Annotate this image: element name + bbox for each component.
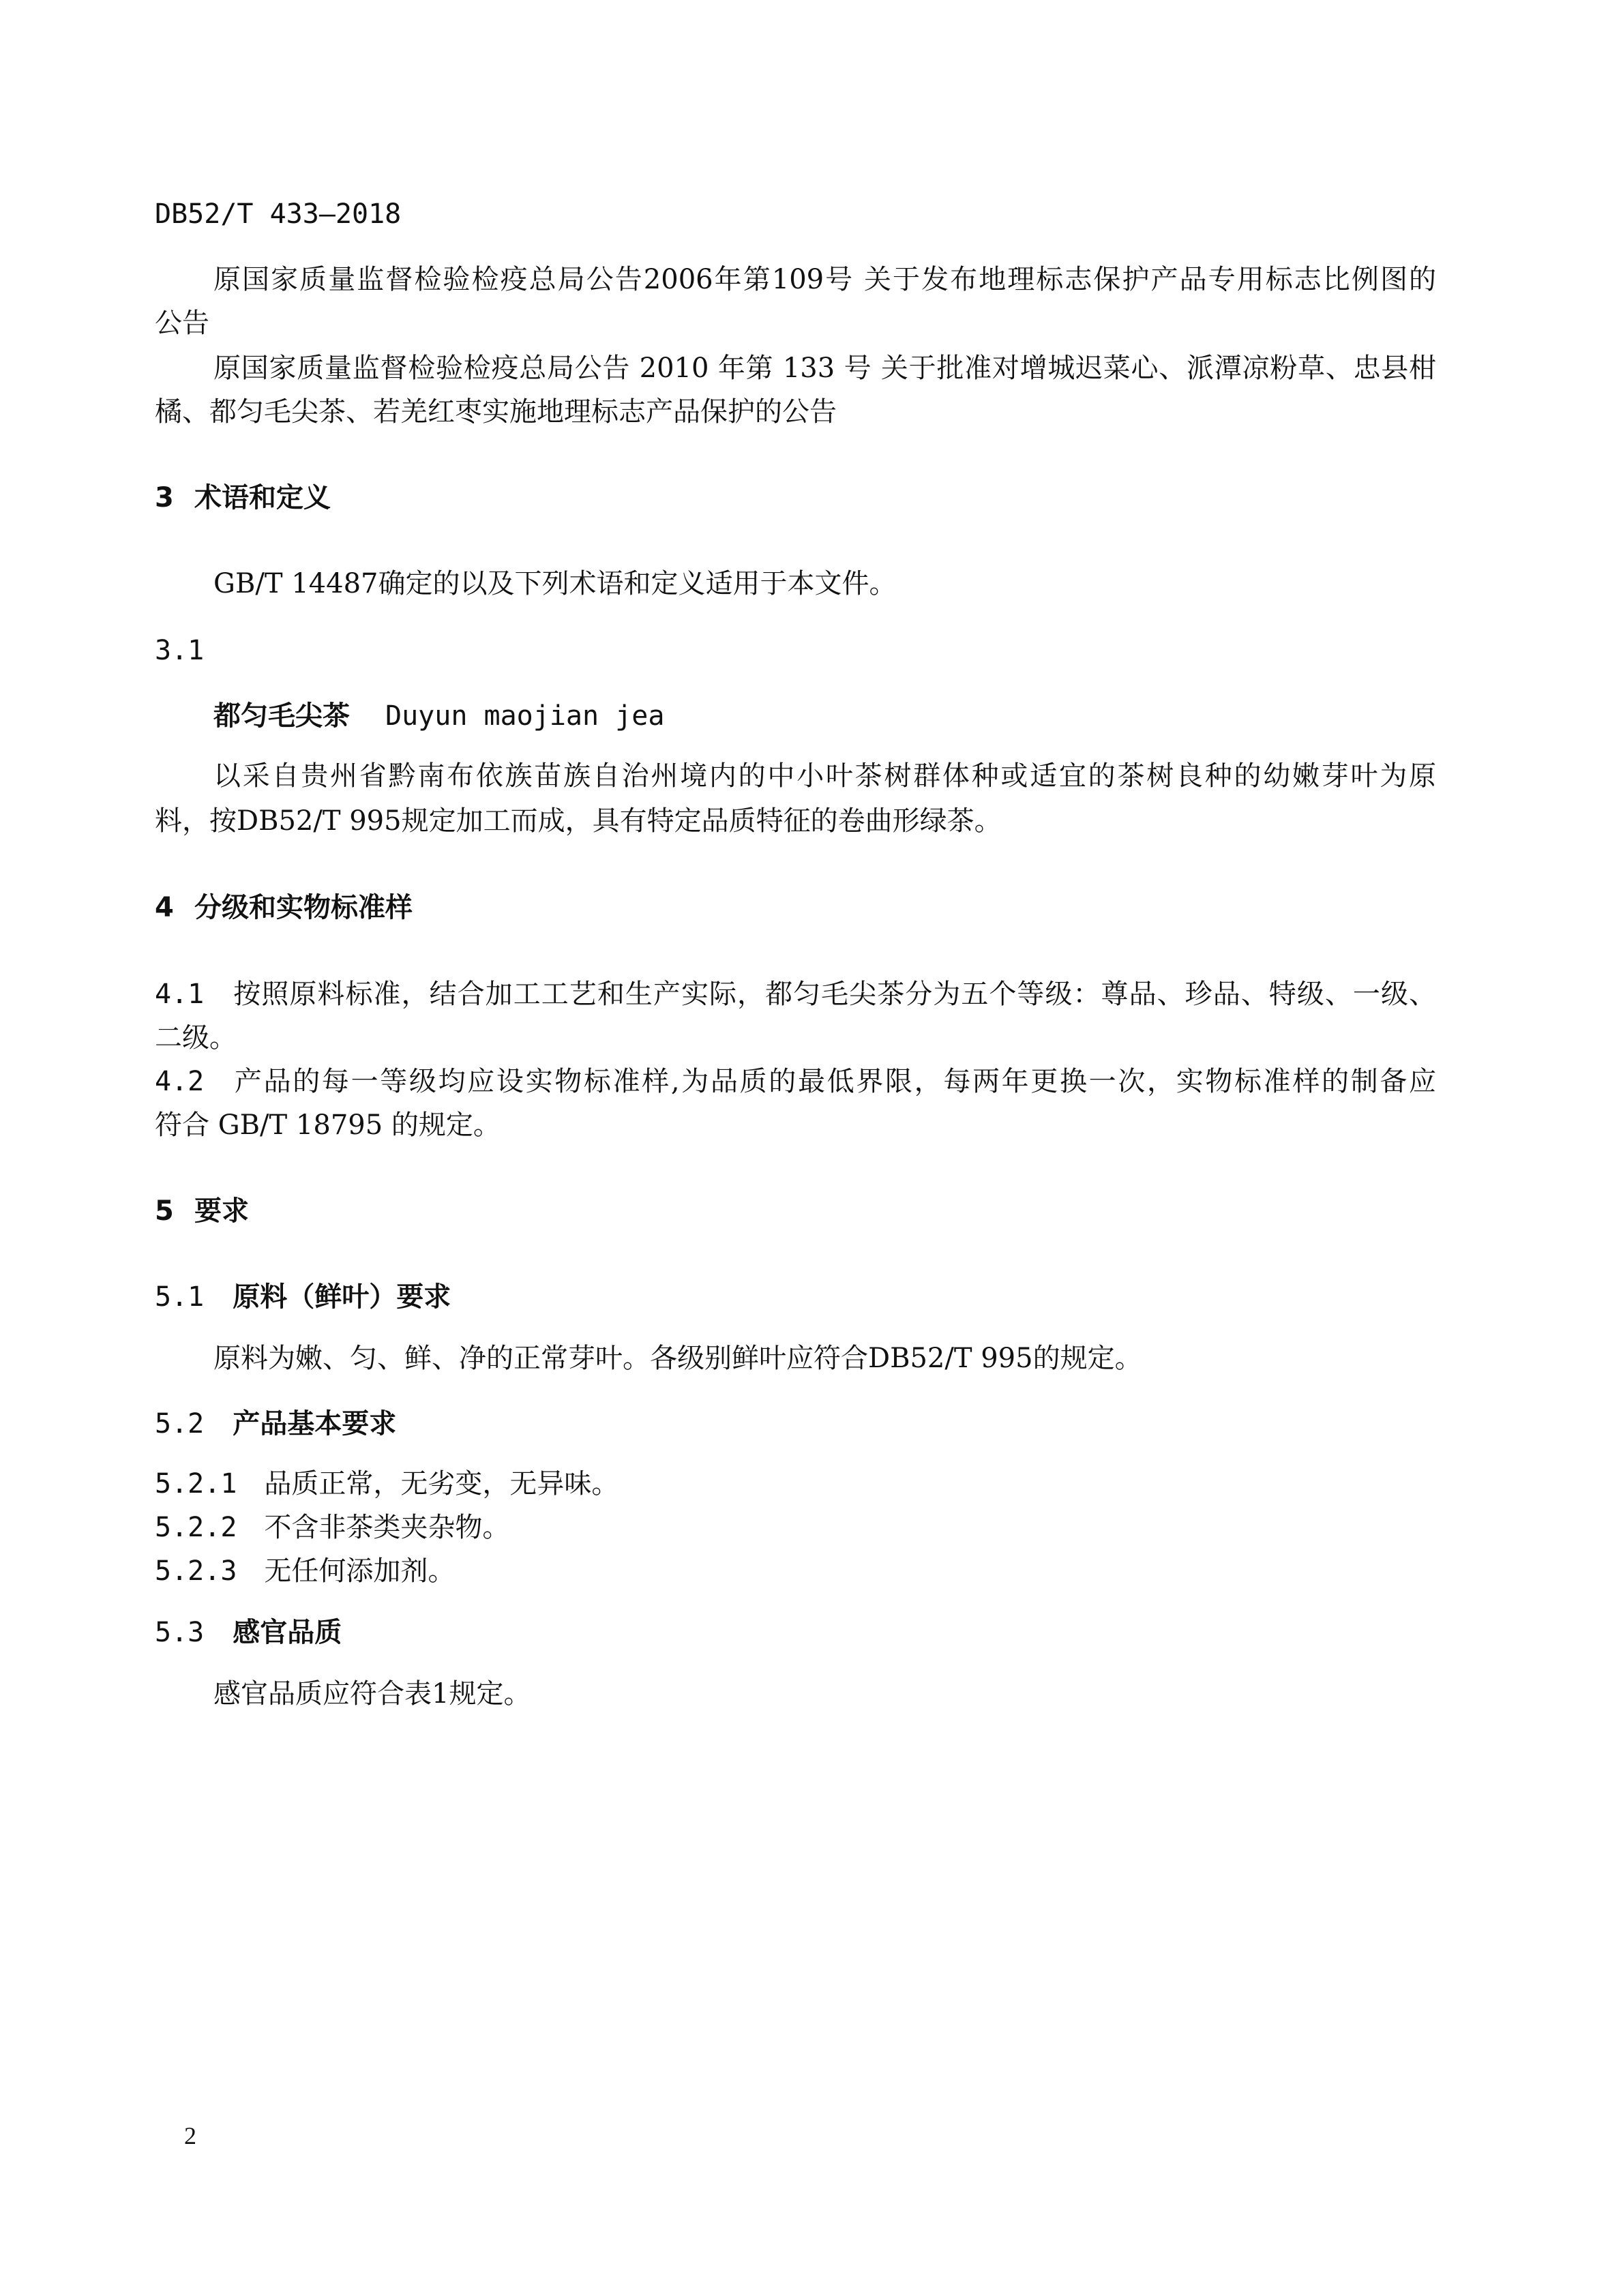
section-5-1-number: 5.1	[155, 1281, 205, 1313]
reference-2-line-1: 原国家质量监督检验检疫总局公告 2010 年第 133 号 关于批准对增城迟菜心、派潭凉粉草、忠县柑	[213, 353, 1436, 384]
section-5-3-text: 感官品质应符合表1规定。	[213, 1678, 531, 1710]
list-item	[155, 1466, 619, 1502]
section-5-2-title: 产品基本要求	[233, 1408, 397, 1440]
clause-4-2-line-2: 符合 GB/T 18795 的规定。	[155, 1109, 501, 1141]
term-chinese: 都匀毛尖茶	[213, 700, 350, 732]
clause-4-1-number: 4.1	[155, 979, 205, 1010]
section-5-2-number: 5.2	[155, 1408, 205, 1440]
reference-1-line-2: 公告	[155, 308, 209, 339]
section-3-number: 3	[155, 482, 174, 513]
section-5-1-title: 原料（鲜叶）要求	[233, 1281, 451, 1313]
item-5-2-2-text: 不含非茶类夹杂物。	[264, 1512, 510, 1543]
section-5-heading	[155, 1193, 249, 1229]
section-4-number: 4	[155, 892, 174, 923]
clause-4-2-line-1	[155, 1064, 1436, 1099]
item-5-2-1-number: 5.2.1	[155, 1468, 237, 1500]
clause-4-1-line-2: 二级。	[155, 1022, 237, 1054]
section-5-3-number: 5.3	[155, 1617, 205, 1648]
term-entry	[213, 698, 664, 734]
section-5-1-heading	[155, 1279, 451, 1315]
section-3-heading	[155, 480, 331, 516]
section-5-2-heading	[155, 1406, 396, 1442]
term-english: Duyun maojian jea	[385, 700, 665, 732]
clause-4-2-number: 4.2	[155, 1066, 205, 1097]
document-id: DB52/T 433—2018	[155, 198, 402, 230]
reference-1-line-1: 原国家质量监督检验检疫总局公告2006年第109号 关于发布地理标志保护产品专用标志比例图的	[213, 264, 1436, 295]
list-item	[155, 1510, 509, 1545]
section-4-title: 分级和实物标准样	[194, 892, 413, 923]
item-5-2-3-number: 5.2.3	[155, 1555, 237, 1587]
item-5-2-1-text: 品质正常，无劣变，无异味。	[264, 1468, 619, 1500]
term-definition-line-1: 以采自贵州省黔南布依族苗族自治州境内的中小叶茶树群体种或适宜的茶树良种的幼嫩芽叶为原	[213, 760, 1436, 792]
section-4-heading	[155, 890, 413, 925]
item-5-2-3-text: 无任何添加剂。	[264, 1555, 456, 1587]
page-number: 2	[184, 2122, 196, 2149]
clause-4-1-text: 按照原料标准，结合加工工艺和生产实际，都匀毛尖茶分为五个等级：尊品、珍品、特级、一级、	[233, 979, 1436, 1010]
section-3-1-number: 3.1	[155, 635, 205, 666]
section-5-number: 5	[155, 1195, 174, 1227]
section-5-3-title: 感官品质	[233, 1617, 342, 1648]
reference-2-line-2: 橘、都匀毛尖茶、若羌红枣实施地理标志产品保护的公告	[155, 396, 837, 428]
section-5-1-text: 原料为嫩、匀、鲜、净的正常芽叶。各级别鲜叶应符合DB52/T 995的规定。	[213, 1343, 1142, 1374]
list-item	[155, 1553, 455, 1589]
term-definition-line-2: 料，按DB52/T 995规定加工而成，具有特定品质特征的卷曲形绿茶。	[155, 805, 1002, 837]
item-5-2-2-number: 5.2.2	[155, 1512, 237, 1543]
section-5-3-heading	[155, 1615, 342, 1650]
section-3-intro: GB/T 14487确定的以及下列术语和定义适用于本文件。	[213, 568, 897, 599]
section-5-title: 要求	[194, 1195, 249, 1227]
section-3-title: 术语和定义	[194, 482, 331, 513]
clause-4-1-line-1	[155, 976, 1436, 1012]
clause-4-2-text: 产品的每一等级均应设实物标准样,为品质的最低界限，每两年更换一次，实物标准样的制备应	[233, 1066, 1436, 1097]
